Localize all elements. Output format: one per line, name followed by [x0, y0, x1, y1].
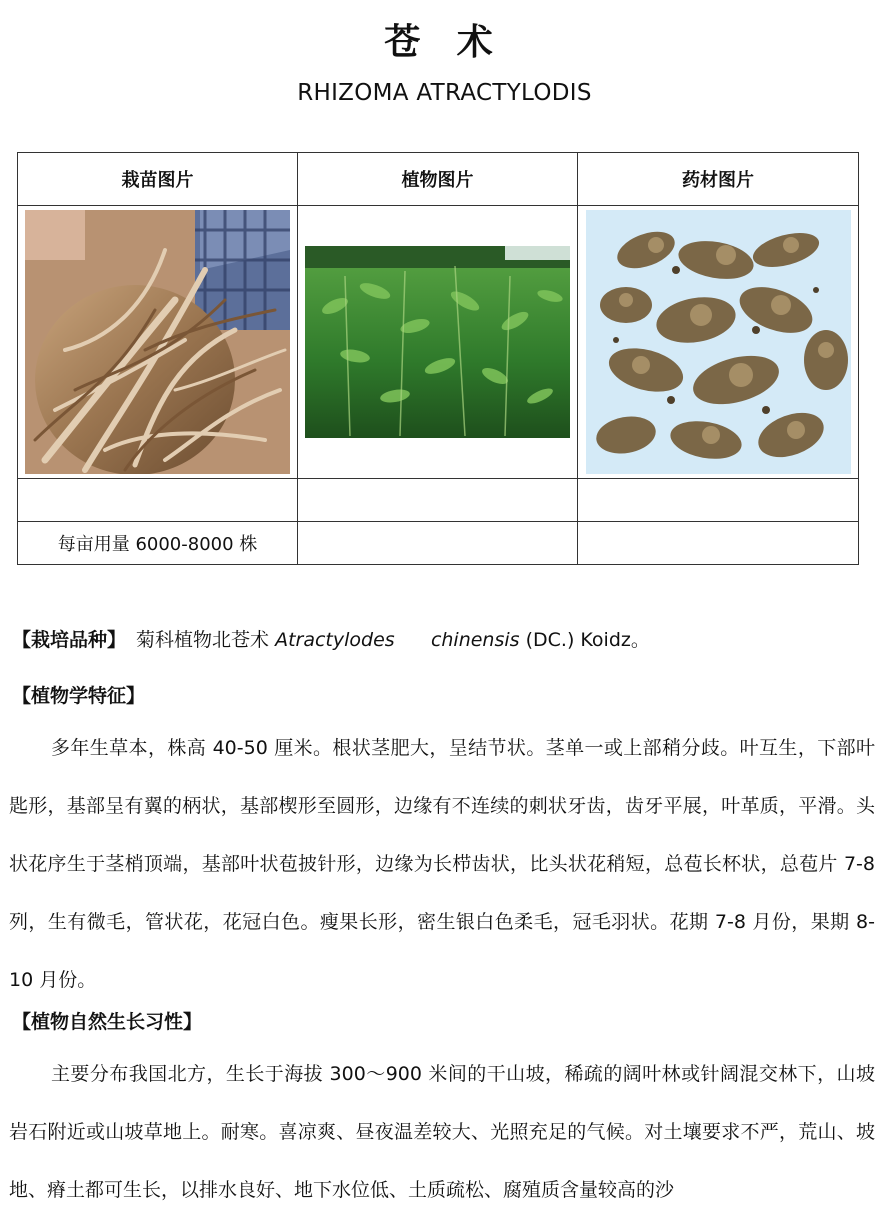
table-empty-row [18, 479, 859, 522]
latin-subtitle: RHIZOMA ATRACTYLODIS [297, 80, 592, 106]
plant-cell [298, 206, 578, 479]
table-note-row [18, 522, 859, 565]
botany-paragraph: 多年生草本，株高 40-50 厘米。根状茎肥大，呈结节状。茎单一或上部稍分歧。叶互生，下部叶匙形，基部呈有翼的柄状，基部楔形至圆形，边缘有不连续的刺状牙齿，齿牙平展，叶革质，平滑。头状花序生于茎梢顶端，基部叶状苞披针形，边缘为长栉齿状，比头状花稍短，总苞长杯状，总苞片 7-8 列，生有微毛，管状花，花冠白色。瘦果长形，密生银白色柔毛，冠毛羽状。花期 7-8 月份，果期 8-10 月份。 [9, 737, 875, 991]
habit-paragraph: 主要分布我国北方，生长于海拔 300～900 米间的干山坡，稀疏的阔叶林或针阔混交林下，山坡岩石附近或山坡草地上。耐寒。喜凉爽、昼夜温差较大、光照充足的气候。对土壤要求不严，荒山、坡地、瘠土都可生长，以排水良好、地下水位低、土质疏松、腐殖质含量较高的沙 [9, 1063, 875, 1201]
variety-text-post: (DC.) Koidz。 [525, 629, 650, 651]
seedling-photo [25, 210, 290, 474]
botany-heading: 【植物学特征】 [12, 685, 146, 707]
variety-genus: Atractylodes [275, 629, 395, 651]
herb-cell [578, 206, 859, 479]
plant-photo [305, 246, 570, 438]
page-title: 苍 术 [384, 22, 505, 63]
planting-density: 每亩用量 6000-8000 株 [18, 522, 298, 565]
variety-text-pre: 菊科植物北苍术 [136, 629, 270, 651]
habit-heading: 【植物自然生长习性】 [12, 1011, 203, 1033]
herb-photo [586, 210, 851, 474]
variety-section [12, 625, 650, 652]
variety-species: chinensis [430, 629, 520, 651]
variety-label: 【栽培品种】 [12, 629, 127, 651]
header-herb: 药材图片 [578, 153, 859, 206]
image-table [17, 152, 859, 565]
seedling-cell [18, 206, 298, 479]
table-header-row [18, 153, 859, 206]
header-plant: 植物图片 [298, 153, 578, 206]
table-image-row [18, 206, 859, 479]
header-seedling: 栽苗图片 [18, 153, 298, 206]
